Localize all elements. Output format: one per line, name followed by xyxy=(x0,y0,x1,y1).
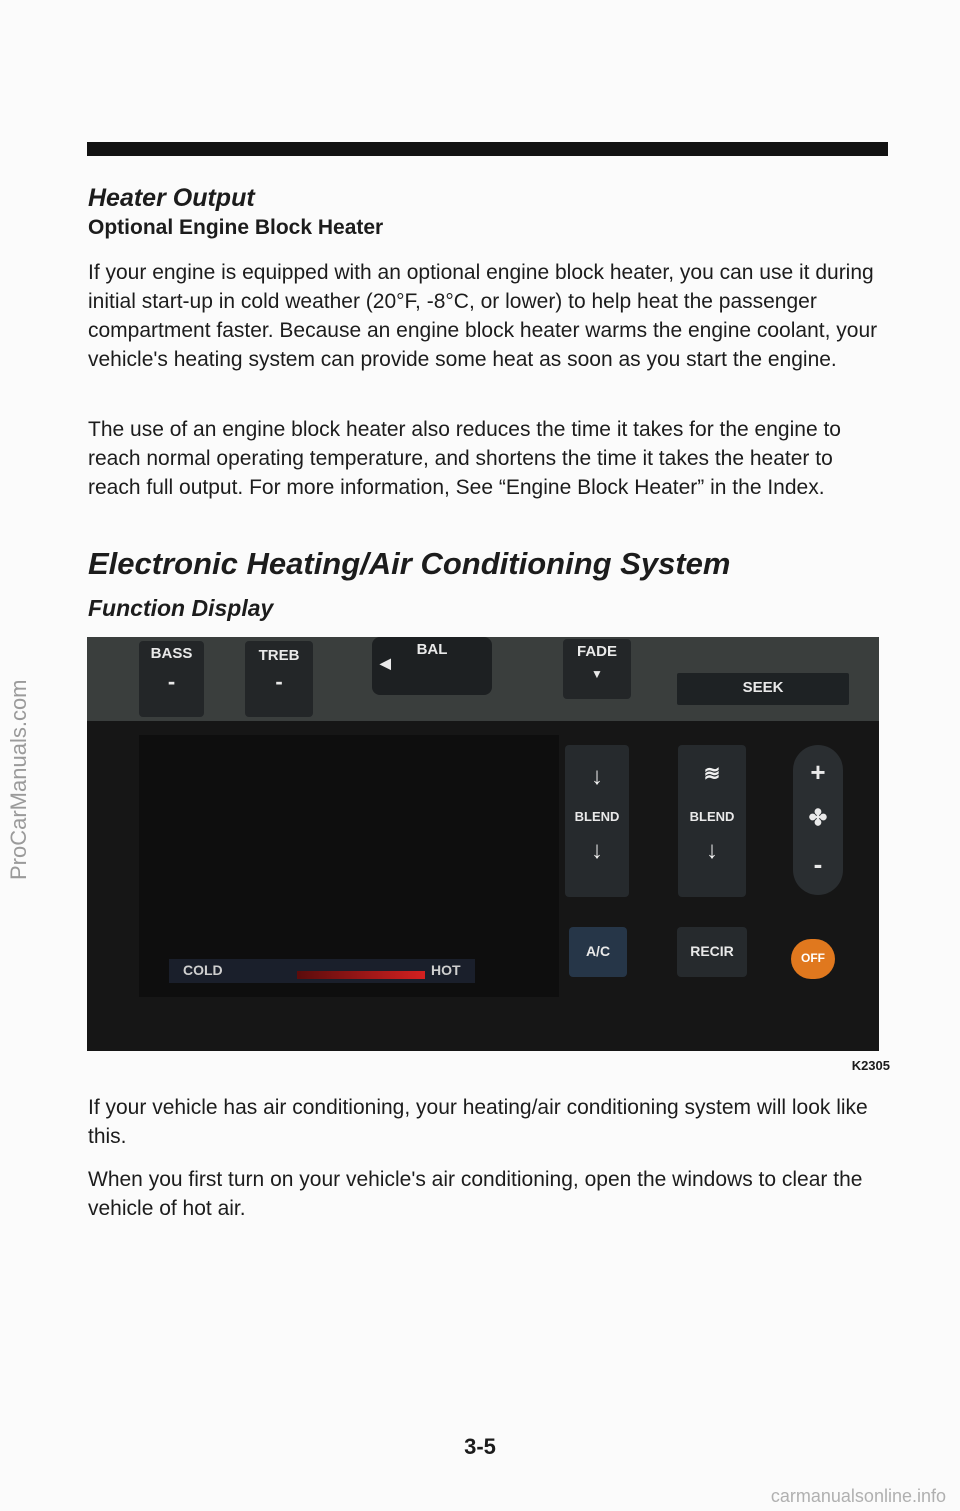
fade-button xyxy=(563,639,631,699)
defrost-icon: ≋ xyxy=(703,763,721,785)
blend-label-2: BLEND xyxy=(689,809,735,824)
treb-label: TREB xyxy=(258,647,300,664)
blend-label-1: BLEND xyxy=(574,809,620,824)
engine-block-heater-heading: Optional Engine Block Heater xyxy=(88,216,384,239)
hvac-control-panel-photo xyxy=(87,637,879,1051)
fan-control xyxy=(793,745,843,895)
temperature-indicator xyxy=(297,971,425,979)
bottom-watermark: carmanualsonline.info xyxy=(770,1486,946,1506)
section-heading: Electronic Heating/Air Conditioning System xyxy=(88,546,731,581)
function-display-heading: Function Display xyxy=(88,595,274,621)
floor-icon: ↓ xyxy=(591,837,603,864)
seek-label: SEEK xyxy=(742,679,784,696)
recir-label: RECIR xyxy=(690,943,734,959)
display-window xyxy=(139,735,559,997)
fan-icon: ✤ xyxy=(808,805,828,830)
top-rule xyxy=(87,142,888,156)
page-number: 3-5 xyxy=(464,1434,496,1459)
ac-label: A/C xyxy=(585,943,611,959)
floor-icon-2: ↓ xyxy=(706,837,718,864)
temperature-bar xyxy=(169,959,475,983)
balance-button xyxy=(372,637,492,695)
bass-button xyxy=(139,641,204,717)
treb-minus-label: - xyxy=(275,669,283,694)
ac-button xyxy=(569,927,627,977)
paragraph-block-heater-benefits: The use of an engine block heater also reduces the time it takes for the engine to reach normal operating temperature, and shortens the time it takes the heater to reach full output. For more information, See “Engine Block Heater” in the Index. xyxy=(88,418,841,499)
treb-button xyxy=(245,641,313,717)
blend-button-2 xyxy=(678,745,746,897)
fade-label: FADE xyxy=(576,643,617,660)
vent-icon: ↓ xyxy=(591,763,603,790)
fan-plus-label: + xyxy=(810,757,826,787)
side-watermark: ProCarManuals.com xyxy=(6,679,31,880)
off-button xyxy=(791,939,835,979)
fan-minus-label: - xyxy=(813,849,823,879)
hot-label: HOT xyxy=(431,962,461,978)
seek-button xyxy=(677,673,849,705)
cold-label: COLD xyxy=(183,962,223,978)
figure-id: K2305 xyxy=(851,1058,890,1073)
fade-down-icon: ▼ xyxy=(591,667,603,681)
paragraph-block-heater-use: If your engine is equipped with an optional engine block heater, you can use it during initial start-up in cold weather (20°F, -8°C, or lower) to help heat the passenger compartment faster. Because an engine block heater warms the engine coolant, your vehicle's heating system can provide some heat as soon as you start the engine. xyxy=(88,261,878,371)
heater-output-heading: Heater Output xyxy=(88,184,255,212)
off-label: OFF xyxy=(801,951,825,965)
bass-minus-label: - xyxy=(167,669,176,694)
paragraph-ac-appearance: If your vehicle has air conditioning, your heating/air conditioning system will look like this. xyxy=(88,1096,868,1148)
bal-label: BAL xyxy=(416,641,448,658)
bass-label: BASS xyxy=(150,645,193,662)
paragraph-ac-first-use: When you first turn on your vehicle's air conditioning, open the windows to clear the vehicle of hot air. xyxy=(88,1168,863,1220)
left-arrow-icon: ◀ xyxy=(380,655,391,671)
blend-button-1 xyxy=(565,745,629,897)
recir-button xyxy=(677,927,747,977)
